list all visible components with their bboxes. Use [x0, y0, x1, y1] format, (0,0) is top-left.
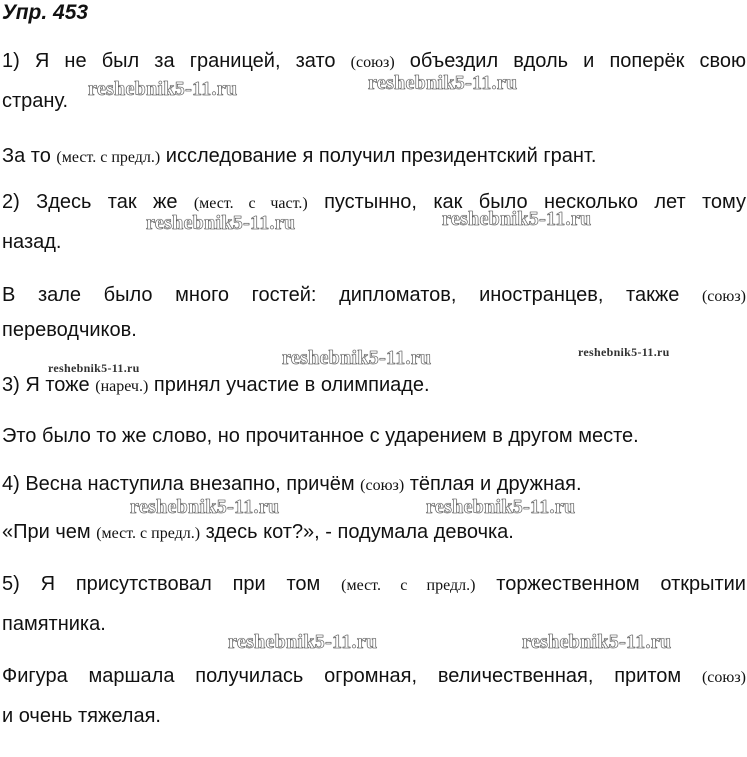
text-line: В зале было много гостей: дипломатов, иностранцев, также (союз): [2, 284, 746, 306]
text-line: За то (мест. с предл.) исследование я получил президентский грант.: [2, 145, 597, 167]
watermark: reshebnik5-11.ru: [48, 361, 140, 375]
watermark: reshebnik5-11.ru: [88, 78, 238, 100]
text-line: 5) Я присутствовал при том (мест. с предл.) торжественном открытии: [2, 573, 746, 595]
text-line: памятника.: [2, 613, 106, 635]
watermark: reshebnik5-11.ru: [442, 208, 592, 230]
text-line: 4) Весна наступила внезапно, причём (союз) тёплая и дружная.: [2, 473, 582, 495]
text-line: страну.: [2, 90, 69, 112]
text-line: 3) Я тоже (нареч.) принял участие в олимпиаде.: [2, 374, 430, 396]
text-line: назад.: [2, 231, 62, 253]
text-line: 1) Я не был за границей, зато (союз) объездил вдоль и поперёк свою: [2, 50, 746, 72]
watermark: reshebnik5-11.ru: [146, 212, 296, 234]
text-line: Это было то же слово, но прочитанное с ударением в другом месте.: [2, 425, 639, 447]
watermark: reshebnik5-11.ru: [130, 496, 280, 518]
watermark: reshebnik5-11.ru: [282, 347, 432, 369]
text-line: 2) Здесь так же (мест. с част.) пустынно, как было несколько лет тому: [2, 191, 746, 213]
text-line: переводчиков.: [2, 319, 137, 341]
text-line: «При чем (мест. с предл.) здесь кот?», - подумала девочка.: [2, 521, 514, 543]
watermark: reshebnik5-11.ru: [368, 72, 518, 94]
text-line: Фигура маршала получилась огромная, величественная, притом (союз): [2, 665, 746, 687]
watermark: reshebnik5-11.ru: [426, 496, 576, 518]
exercise-title: Упр. 453: [2, 1, 89, 24]
watermark: reshebnik5-11.ru: [522, 631, 672, 653]
text-line: и очень тяжелая.: [2, 705, 161, 727]
watermark: reshebnik5-11.ru: [578, 345, 670, 359]
watermark: reshebnik5-11.ru: [228, 631, 378, 653]
